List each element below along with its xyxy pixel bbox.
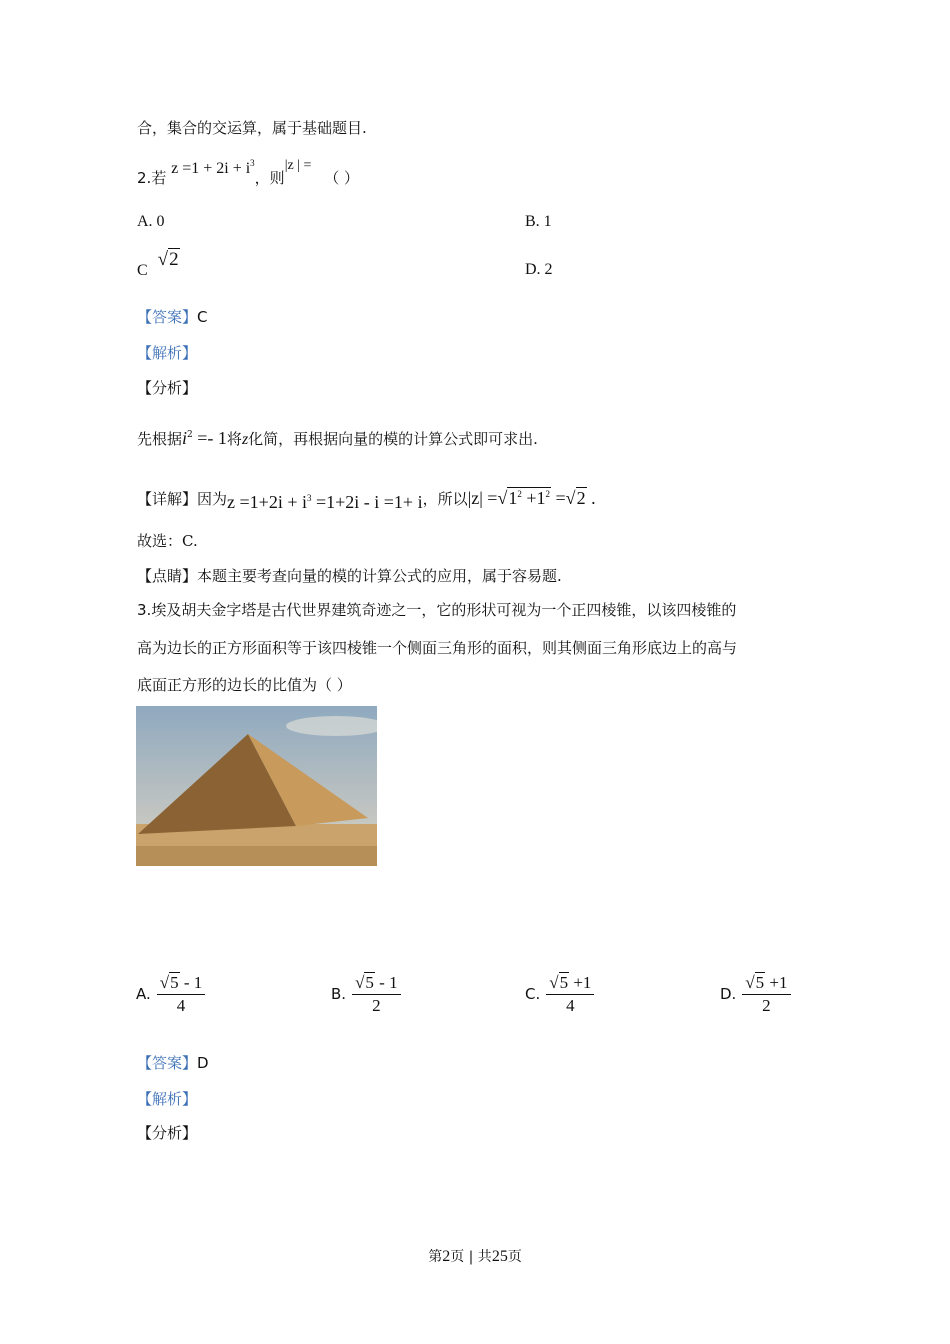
text: 先根据	[137, 430, 183, 448]
numerator-rest: - 1	[374, 973, 398, 992]
text: ，所以	[422, 490, 468, 508]
answer-tag: 【答案】	[137, 1054, 198, 1072]
text: 将	[226, 430, 242, 448]
radicand: 5	[559, 973, 569, 992]
text: 若	[151, 169, 167, 187]
math-expression: |z | =	[284, 158, 312, 173]
math: =- 1	[192, 428, 227, 448]
page-number: 2	[442, 1248, 451, 1265]
question-number: 2.	[137, 169, 152, 187]
fraction: $\frac{√5 - 1}{4}$	[157, 972, 206, 1017]
fraction: $\frac{√5 +1}{4}$	[546, 972, 594, 1017]
option-label: C.	[525, 985, 541, 1003]
math: =1+2i - i =1+ i	[311, 492, 423, 512]
question-2	[137, 158, 359, 190]
total-pages: 25	[491, 1248, 508, 1265]
question-3-line-2: 高为边长的正方形面积等于该四棱锥一个侧面三角形的面积，则其侧面三角形底边上的高与	[137, 639, 738, 657]
detail-line	[137, 484, 596, 512]
numerator-rest: +1	[569, 973, 592, 992]
math: |z| =	[467, 488, 498, 508]
denominator: 4	[176, 996, 186, 1015]
exponent: 3	[306, 493, 312, 503]
radicand: 2	[576, 488, 586, 508]
math: +1	[521, 488, 546, 508]
option-a	[136, 972, 205, 1017]
denominator: 2	[762, 996, 771, 1015]
text: 化简，再根据向量的模的计算公式即可求出.	[248, 430, 538, 448]
answer-line	[137, 307, 208, 327]
radicand: 5	[170, 973, 179, 992]
radicand: 2	[169, 249, 179, 270]
math-expression: $|z| =√1^2 +1^2 =√2$ .	[467, 488, 596, 508]
question-number: 3.	[137, 601, 152, 619]
text: 页	[507, 1249, 522, 1265]
numerator-rest: - 1	[179, 973, 203, 992]
comment-tag: 【点睛】	[137, 567, 198, 585]
label: C	[137, 262, 148, 279]
text: 因为	[197, 490, 228, 508]
option-label: A.	[136, 985, 151, 1003]
math: z =1 + 2i + i	[171, 160, 251, 177]
text-line: 合，集合的交运算，属于基础题目.	[137, 119, 367, 137]
choice-line: 故选：C.	[137, 532, 198, 550]
radicand: 5	[365, 973, 374, 992]
numerator-rest: +1	[765, 973, 788, 992]
math: i	[182, 428, 188, 448]
math: =	[551, 488, 566, 508]
answer-value: D	[197, 1054, 209, 1072]
answer-line	[137, 1053, 209, 1073]
question-3-line-3: 底面正方形的边长的比值为（ ）	[137, 676, 352, 694]
fraction: $\frac{√5 +1}{2}$	[742, 972, 790, 1017]
option-label: D.	[720, 985, 737, 1003]
math-expression	[171, 160, 255, 177]
fraction: $\frac{√5 - 1}{2}$	[352, 972, 401, 1017]
option-a: A. 0	[137, 213, 165, 230]
sqrt-expression: √2	[157, 249, 179, 270]
radicand: 5	[755, 973, 765, 992]
option-d: D. 2	[525, 261, 553, 278]
question-3-line-1	[137, 600, 736, 620]
option-label: B.	[331, 985, 347, 1003]
text: 页 | 共	[450, 1249, 492, 1265]
answer-paren: （ ）	[324, 169, 359, 187]
option-d	[720, 972, 791, 1017]
fenxi-tag: 【分析】	[137, 379, 198, 397]
fenxi-text	[137, 425, 538, 450]
option-c	[525, 972, 594, 1017]
analysis-tag: 【解析】	[137, 344, 198, 362]
math: .	[586, 488, 596, 508]
math: z	[241, 431, 249, 448]
math: z =1+2i + i	[227, 492, 307, 512]
text: 第	[428, 1249, 443, 1265]
exponent: 2	[187, 430, 193, 440]
text: 埃及胡夫金字塔是古代世界建筑奇迹之一，它的形状可视为一个正四棱锥，以该四棱锥的	[151, 601, 737, 619]
option-c	[137, 249, 180, 281]
option-b	[331, 972, 401, 1017]
text: ，则	[254, 169, 285, 187]
answer-tag: 【答案】	[137, 308, 198, 326]
text: 本题主要考查向量的模的计算公式的应用，属于容易题.	[197, 567, 562, 585]
denominator: 4	[566, 996, 575, 1015]
comment-line	[137, 566, 562, 586]
fenxi-tag: 【分析】	[137, 1124, 198, 1142]
detail-tag: 【详解】	[137, 490, 198, 508]
answer-value: C	[197, 308, 208, 326]
math-expression	[227, 492, 423, 512]
option-b: B. 1	[525, 213, 552, 230]
math: 1	[508, 488, 518, 508]
pyramid-image	[136, 706, 377, 866]
analysis-tag: 【解析】	[137, 1090, 198, 1108]
exponent: 3	[250, 158, 255, 168]
page-footer	[0, 1246, 950, 1266]
denominator: 2	[372, 996, 381, 1015]
